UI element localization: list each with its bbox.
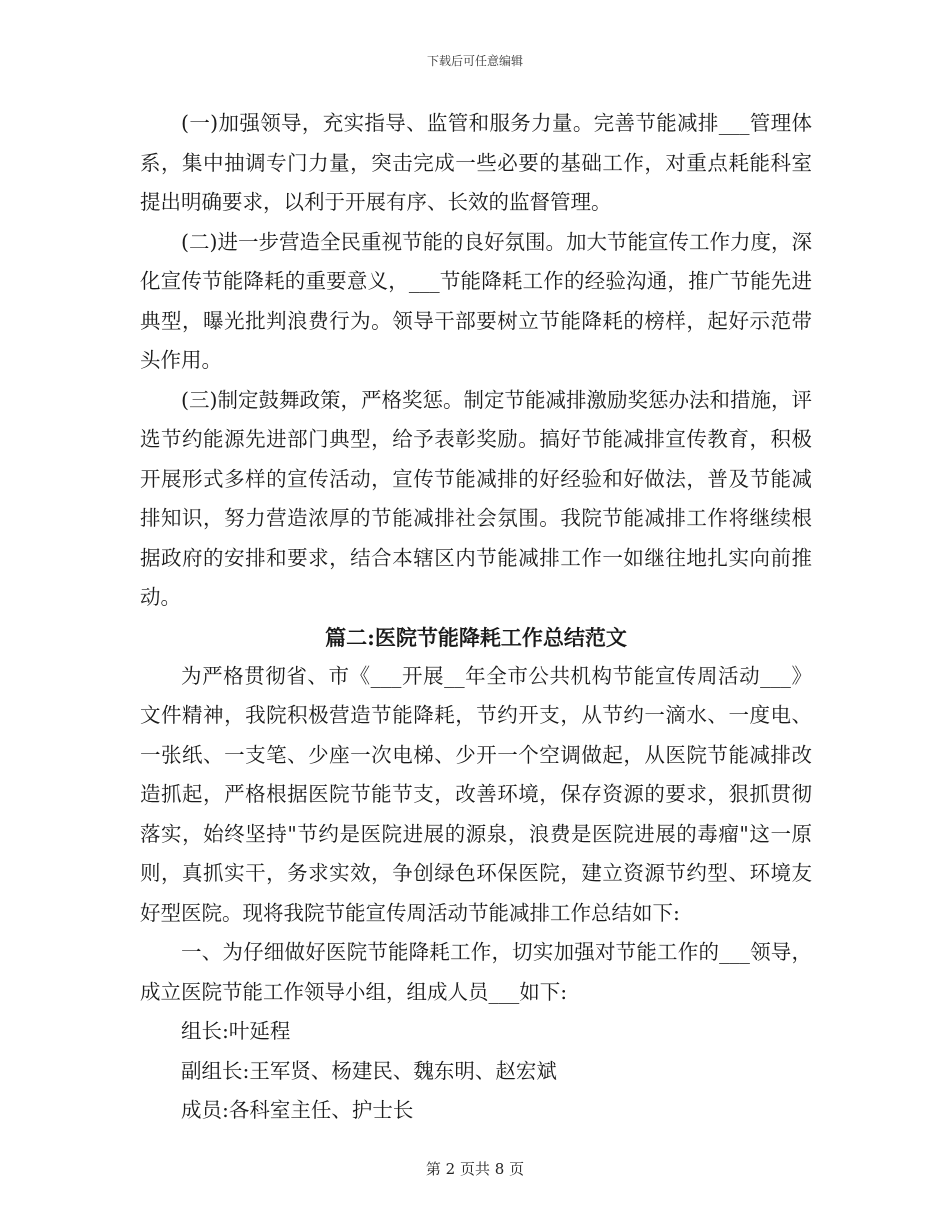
member-leader: 组长:叶延程 bbox=[181, 1019, 291, 1043]
paragraph-2: (二)进一步营造全民重视节能的良好氛围。加大节能宣传工作力度，深化宣传节能降耗的重要意义，___节能降耗工作的经验沟通，推广节能先进典型，曝光批判浪费行为。领导干部要树立节能降耗的榜样，起好示范带头作用。 bbox=[140, 229, 812, 372]
paragraph-1: (一)加强领导，充实指导、监管和服务力量。完善节能减排___管理体系，集中抽调专门力量，突击完成一些必要的基础工作，对重点耗能科室提出明确要求，以利于开展有序、长效的监督管理。 bbox=[140, 111, 812, 214]
section-heading: 篇二:医院节能降耗工作总结范文 bbox=[325, 624, 627, 650]
page-header-note: 下载后可任意编辑 bbox=[426, 54, 523, 68]
member-deputy: 副组长:王军贤、杨建民、魏东明、赵宏斌 bbox=[181, 1058, 557, 1083]
paragraph-4: 为严格贯彻省、市《___开展__年全市公共机构节能宣传周活动___》文件精神，我院积极营造节能降耗，节约开支，从节约一滴水、一度电、一张纸、一支笔、少座一次电梯、少开一个空调做起，从医院节能减排改造抓起，严格根据医院节能节支，改善环境，保存资源的要求，狠抓贯彻落实，始终坚持"节约是医院进展的源泉，浪费是医院进展的毒瘤"这一原则，真抓实干，务求实效，争创绿色环保医院，建立资源节约型、环境友好型医院。现将我院节能宣传周活动节能减排工作总结如下: bbox=[140, 663, 812, 925]
paragraph-5: 一、为仔细做好医院节能降耗工作，切实加强对节能工作的___领导，成立医院节能工作领导小组，组成人员___如下: bbox=[140, 940, 812, 1004]
member-staff: 成员:各科室主任、护士长 bbox=[181, 1098, 414, 1122]
page-number: 第 2 页共 8 页 bbox=[425, 1160, 525, 1178]
paragraph-3: (三)制定鼓舞政策，严格奖惩。制定节能减排激励奖惩办法和措施，评选节约能源先进部门典型，给予表彰奖励。搞好节能减排宣传教育，积极开展形式多样的宣传活动，宣传节能减排的好经验和好做法，普及节能减排知识，努力营造浓厚的节能减排社会氛围。我院节能减排工作将继续根据政府的安排和要求，结合本辖区内节能减排工作一如继往地扎实向前推动。 bbox=[140, 387, 812, 609]
document-body bbox=[140, 104, 812, 1131]
